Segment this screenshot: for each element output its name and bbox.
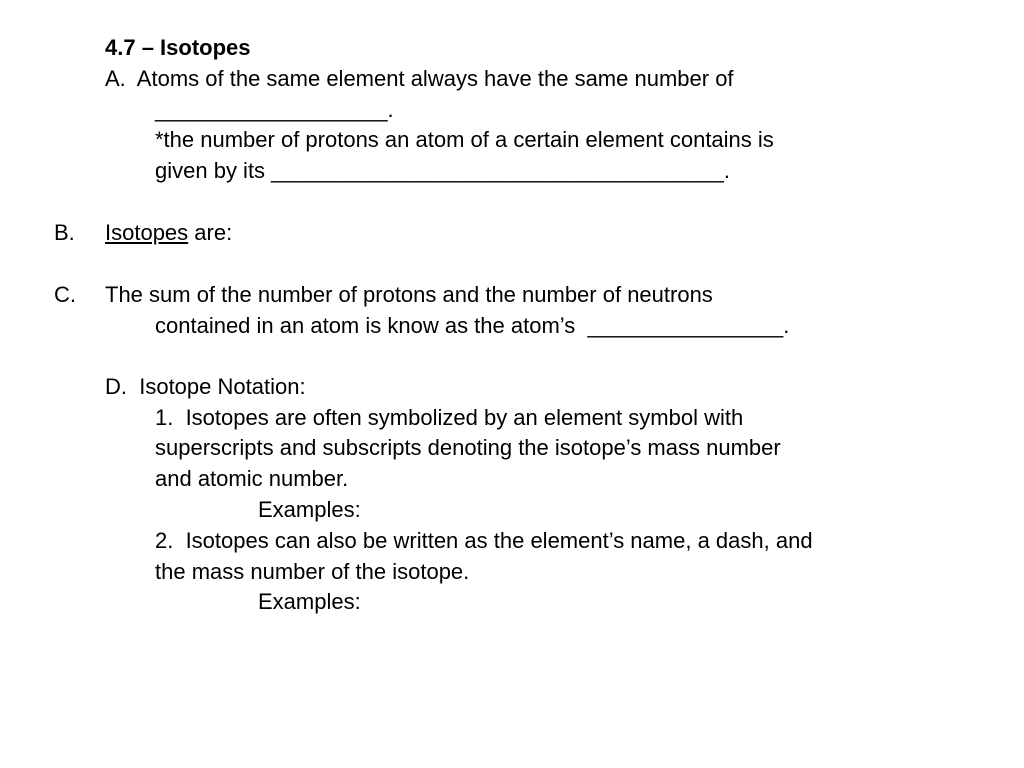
examples-label-1: Examples: — [258, 497, 361, 522]
section-b-text — [105, 220, 232, 246]
section-d-item-1-line-3: and atomic number. — [155, 466, 349, 491]
page-title: 4.7 – Isotopes — [105, 35, 251, 60]
section-b-marker: B. — [54, 220, 75, 245]
section-b-rest: are: — [188, 220, 233, 245]
section-a-line-1: A. Atoms of the same element always have the same number of — [105, 66, 734, 91]
section-d-item-2-line-2: the mass number of the isotope. — [155, 559, 470, 584]
section-a-note: *the number of protons an atom of a certain element contains is — [155, 127, 774, 152]
section-d-item-2-line-1: 2. Isotopes can also be written as the element’s name, a dash, and — [155, 528, 813, 553]
section-d-item-1-line-1: 1. Isotopes are often symbolized by an element symbol with — [155, 405, 744, 430]
section-a-note-blank: given by its _____________________________________. — [155, 158, 730, 183]
isotopes-term: Isotopes — [105, 220, 189, 245]
section-c-line-2: contained in an atom is know as the atom’s ________________. — [155, 313, 790, 338]
section-c-line-1: The sum of the number of protons and the number of neutrons — [105, 282, 713, 307]
section-c-marker: C. — [54, 282, 76, 307]
section-a-blank: ___________________. — [155, 97, 394, 122]
examples-label-2: Examples: — [258, 589, 361, 614]
section-d-item-1-line-2: superscripts and subscripts denoting the isotope’s mass number — [155, 435, 781, 460]
section-d-heading: D. Isotope Notation: — [105, 374, 306, 399]
